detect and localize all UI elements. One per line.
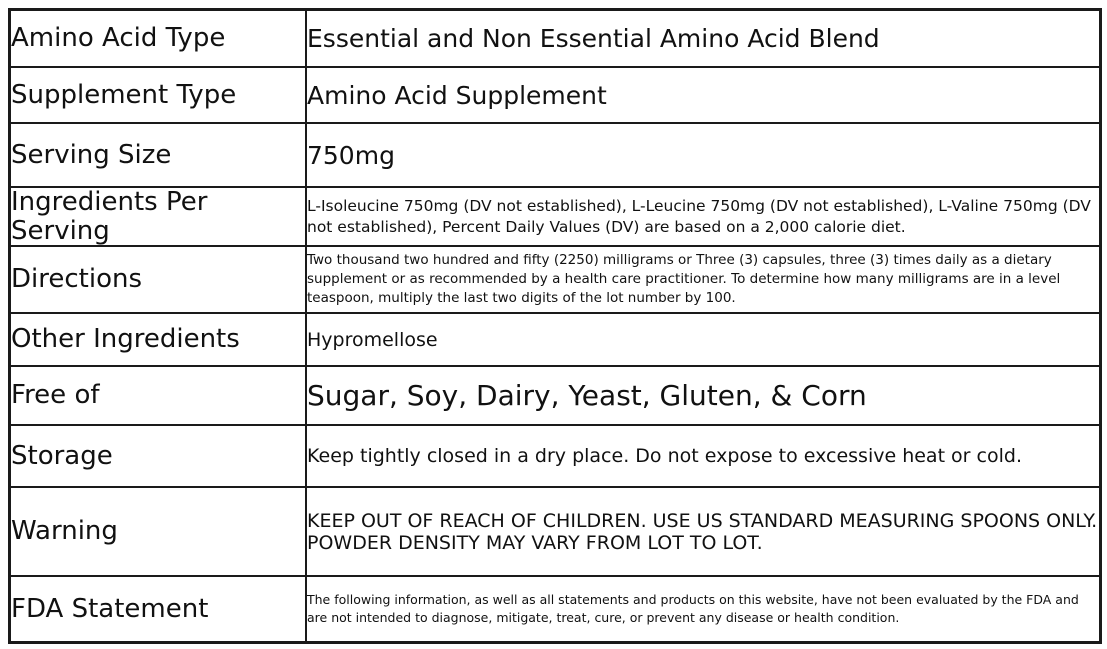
row-value: The following information, as well as all statements and products on this website, have not been evaluated by the FDA and are not intended to diagnose, mitigate, treat, cure, or prevent any disease or health condition.	[306, 576, 1099, 641]
table-row	[11, 487, 1099, 576]
row-value: L-Isoleucine 750mg (DV not established), L-Leucine 750mg (DV not established), L-Valine 750mg (DV not established), Percent Daily Values (DV) are based on a 2,000 calorie diet.	[306, 187, 1099, 246]
table-row	[11, 67, 1099, 123]
table-row	[11, 366, 1099, 425]
row-label: Ingredients Per Serving	[11, 187, 306, 246]
table-row	[11, 11, 1099, 67]
row-label: Storage	[11, 425, 306, 487]
table-row	[11, 246, 1099, 313]
row-label: Free of	[11, 366, 306, 425]
row-label: FDA Statement	[11, 576, 306, 641]
table-row	[11, 187, 1099, 246]
row-label: Other Ingredients	[11, 313, 306, 366]
row-label: Warning	[11, 487, 306, 576]
row-label: Supplement Type	[11, 67, 306, 123]
row-value: Sugar, Soy, Dairy, Yeast, Gluten, & Corn	[306, 366, 1099, 425]
product-facts-table	[8, 8, 1102, 644]
row-label: Directions	[11, 246, 306, 313]
row-value: Essential and Non Essential Amino Acid Blend	[306, 11, 1099, 67]
row-value: Keep tightly closed in a dry place. Do not expose to excessive heat or cold.	[306, 425, 1099, 487]
table-row	[11, 123, 1099, 187]
row-value: 750mg	[306, 123, 1099, 187]
facts-table	[11, 11, 1099, 641]
row-label: Serving Size	[11, 123, 306, 187]
row-value: KEEP OUT OF REACH OF CHILDREN. USE US STANDARD MEASURING SPOONS ONLY. POWDER DENSITY MAY VARY FROM LOT TO LOT.	[306, 487, 1099, 576]
table-row	[11, 576, 1099, 641]
row-label: Amino Acid Type	[11, 11, 306, 67]
table-row	[11, 313, 1099, 366]
row-value: Hypromellose	[306, 313, 1099, 366]
table-row	[11, 425, 1099, 487]
row-value: Two thousand two hundred and fifty (2250) milligrams or Three (3) capsules, three (3) times daily as a dietary supplement or as recommended by a health care practitioner. To determine how many milligrams are in a level teaspoon, multiply the last two digits of the lot number by 100.	[306, 246, 1099, 313]
row-value: Amino Acid Supplement	[306, 67, 1099, 123]
